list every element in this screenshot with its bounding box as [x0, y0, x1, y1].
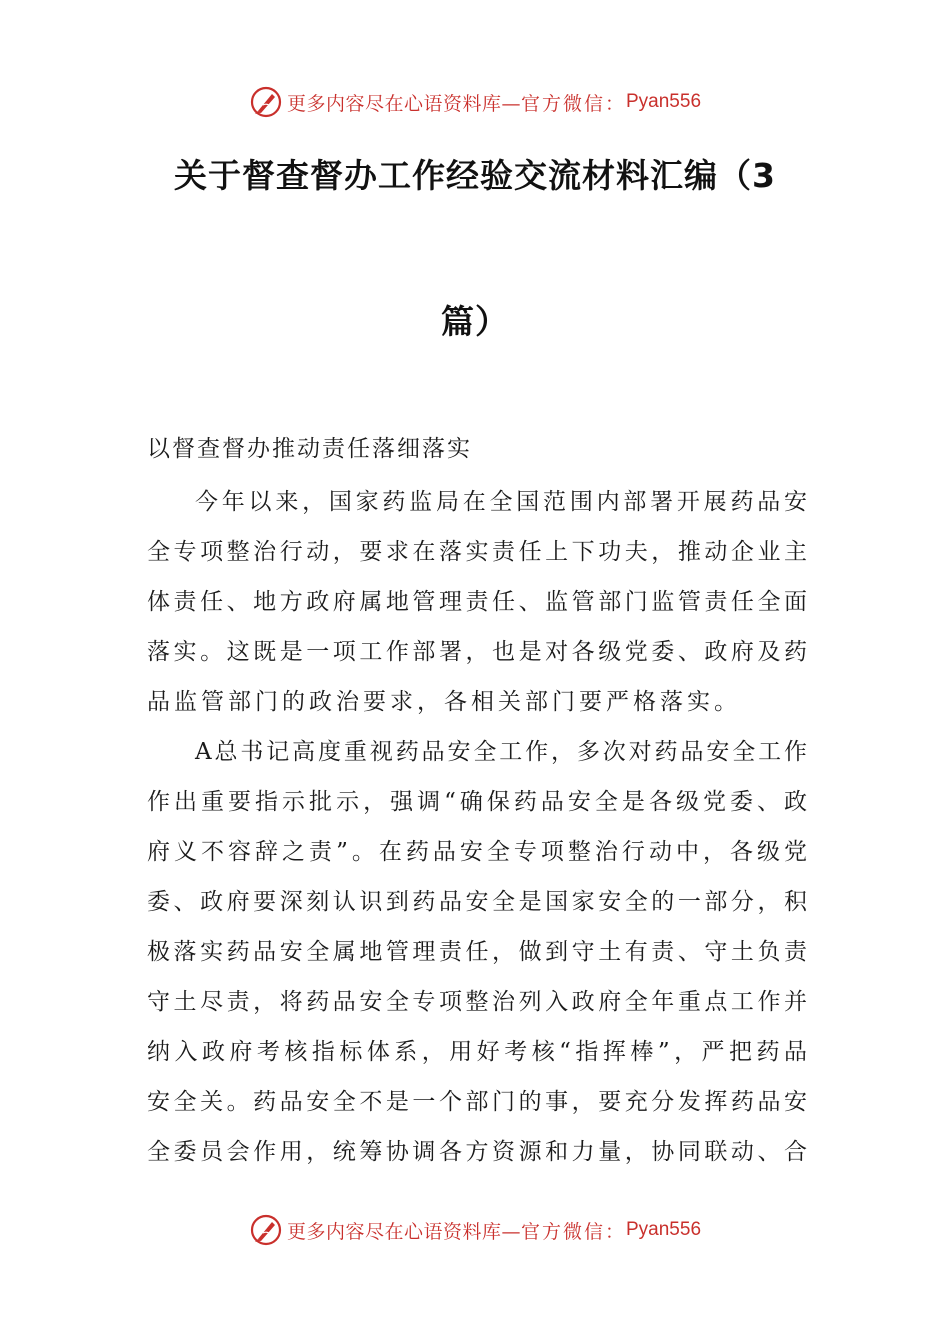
paragraph-line: 今年以来，国家药监局在全国范围内部署开展药品安 [195, 489, 807, 515]
document-title-line-1: 关于督查督办工作经验交流材料汇编（3 [174, 156, 776, 195]
footer-watermark-banner [0, 1208, 950, 1252]
pen-logo-icon [249, 85, 283, 119]
banner-text: 更多内容尽在心语资料库— [286, 92, 521, 115]
paragraph-line: 全委员会作用，统筹协调各方资源和力量，协同联动、合 [147, 1139, 807, 1165]
paragraph-line: 府义不容辞之责”。在药品安全专项整治行动中，各级党 [147, 839, 807, 865]
banner-wechat-handle: Pyan556 [626, 1219, 702, 1240]
paragraph-line: 守土尽责，将药品安全专项整治列入政府全年重点工作并 [147, 989, 807, 1015]
paragraph-line: 体责任、地方政府属地管理责任、监管部门监管责任全面 [147, 589, 807, 615]
paragraph-line: 品监管部门的政治要求，各相关部门要严格落实。 [147, 689, 741, 715]
paragraph-line: 作出重要指示批示，强调“确保药品安全是各级党委、政 [147, 789, 807, 815]
section-subheading: 以督查督办推动责任落细落实 [147, 436, 472, 462]
document-title-line-2: 篇） [441, 302, 509, 341]
banner-text: 更多内容尽在心语资料库— [286, 1220, 521, 1243]
banner-wechat-label: 官方微信： [520, 1221, 626, 1243]
paragraph-line: 委、政府要深刻认识到药品安全是国家安全的一部分，积 [147, 889, 807, 915]
header-watermark-banner [0, 80, 950, 124]
paragraph-line: 安全关。药品安全不是一个部门的事，要充分发挥药品安 [147, 1089, 807, 1115]
paragraph-line: 极落实药品安全属地管理责任，做到守土有责、守土负责 [147, 939, 807, 965]
paragraph-line: 落实。这既是一项工作部署，也是对各级党委、政府及药 [147, 639, 807, 665]
banner-wechat-label: 官方微信： [520, 93, 626, 115]
paragraph-line: A总书记高度重视药品安全工作，多次对药品安全工作 [195, 739, 807, 765]
paragraph-line: 全专项整治行动，要求在落实责任上下功夫，推动企业主 [147, 539, 807, 565]
banner-wechat-handle: Pyan556 [626, 91, 702, 112]
pen-logo-icon [249, 1213, 283, 1247]
paragraph-line: 纳入政府考核指标体系，用好考核“指挥棒”，严把药品 [147, 1039, 807, 1065]
